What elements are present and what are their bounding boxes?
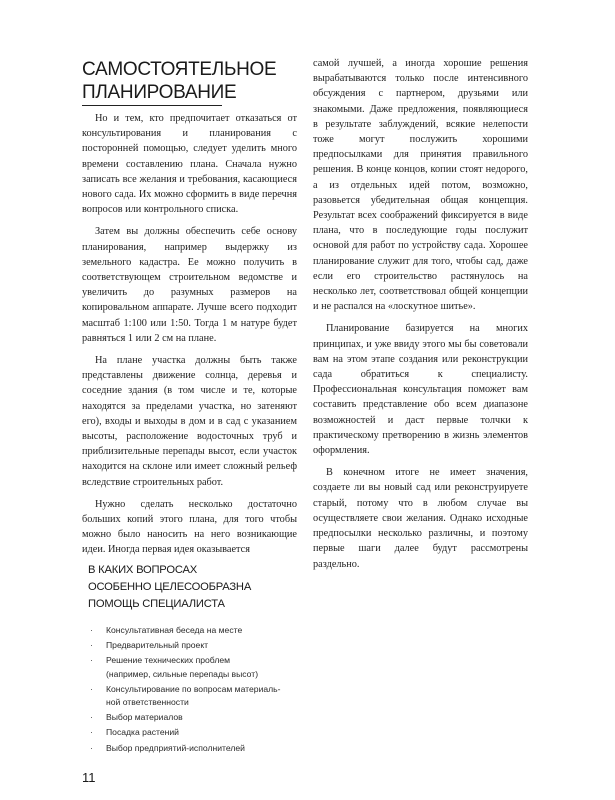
bullet-icon: ·	[90, 683, 93, 694]
bullet-icon: ·	[90, 640, 93, 651]
list-item-text: Посадка растений	[106, 727, 179, 738]
bullet-icon: ·	[90, 712, 93, 723]
list-item-subtext: (например, сильные перепады высот)	[106, 668, 259, 679]
list-item	[90, 742, 310, 755]
list-item-text: Решение технических проблем	[106, 655, 231, 666]
list-item-text: Выбор предприятий-исполнителей	[106, 742, 245, 753]
list-item	[90, 683, 310, 709]
list-item	[90, 624, 310, 637]
heading-underline	[82, 105, 222, 106]
paragraph: Затем вы должны обеспечить себе основу планирования, например выдержку из земельного кадастра. Ее можно получить в соответствующем строительном ведомстве и увеличить до разумных размеров на копировальном аппарате. Лучше всего подходит масштаб 1:100 или 1:50. Тогда 1 м натуре будет равняться 1 или 2 см на плане.	[82, 226, 297, 344]
help-topics-list	[90, 624, 310, 757]
bullet-icon: ·	[90, 727, 93, 738]
paragraph: В конечном итоге не имеет значения, создаете ли вы новый сад или реконструируете старый, потому что в любом случае вы осуществляете свои желания. Однако исходные предпосылки несколько различны, и поэтому первые шаги далее будут рассмотрены раздельно.	[313, 467, 528, 570]
page-number: 11	[82, 770, 96, 785]
list-item	[90, 639, 310, 652]
list-item-text: Предварительный проект	[106, 640, 209, 651]
sidebar-title-line-2: ОСОБЕННО ЦЕЛЕСООБРАЗНА	[88, 581, 252, 593]
heading-line-2: ПЛАНИРОВАНИЕ	[82, 82, 237, 103]
list-item	[90, 711, 310, 724]
paragraph: Планирование базируется на многих принципах, и уже ввиду этого мы бы советовали вам на этом этапе создания или реконструкции сада обратиться к специалисту. Профессиональная консультация поможет вам составить представление обо всем диапазоне возможностей и даст первые толчки к практическому претворению в жизнь элементов оформления.	[313, 323, 528, 457]
sidebar-title	[88, 562, 318, 613]
list-item	[90, 726, 310, 739]
paragraph: Нужно сделать несколько достаточно больших копий этого плана, для того чтобы можно было наносить на него возникающие идеи. Иногда первая идея оказывается	[82, 498, 297, 556]
list-item-subtext: ной ответственности	[106, 697, 189, 708]
bullet-icon: ·	[90, 625, 93, 635]
paragraph: На плане участка должны быть также представлены движение солнца, деревья и соседние здания (в том числе и те, которые находятся за пределами участка, но затеняют его), входы и выходы в дом и в сад с указанием высоты, расположение водосточных труб и приблизительные перепады высот, если участок находится на склоне или имеет сложный рельеф вследствие строительных работ.	[82, 355, 297, 488]
paragraph: Но и тем, кто предпочитает отказаться от консультирования и планирования с посторонней помощью, следует уделить много времени составлению плана. Сначала нужно записать все желания и требования, касающиеся нового сада. Их можно сформить в виде перечня вопросов или контрольного списка.	[82, 113, 297, 216]
left-text-column	[82, 111, 297, 565]
list-item-text: Выбор материалов	[106, 712, 183, 723]
bullet-icon: ·	[90, 655, 93, 666]
paragraph: самой лучшей, а иногда хорошие решения вырабатываются только после интенсивного обсуждения с партнером, друзьями или знакомыми. Даже предложения, появляющиеся в результате заблуждений, всякие нелепости тоже могут послужить хорошими предпосылками для принятия правильного решения. В конце концов, копии стоят недорого, а из отдельных идей потом, возможно, разовьется убедительная общая концепция. Результат всех соображений фиксируется в виде плана, что в последующие годы послужит основой для работ по устройству сада. Хорошее планирование служит для того, чтобы сад, даже если его строительство растянулось на несколько лет, соответствовал общей концепции и не распался на «лоскутное шитье».	[313, 58, 528, 313]
right-text-column	[313, 56, 528, 579]
sidebar-title-line-3: ПОМОЩЬ СПЕЦИАЛИСТА	[88, 598, 225, 610]
list-item	[90, 654, 310, 680]
heading-line-1: САМОСТОЯТЕЛЬНОЕ	[82, 59, 277, 80]
bullet-icon: ·	[90, 742, 93, 753]
sidebar-title-line-1: В КАКИХ ВОПРОСАХ	[88, 564, 197, 576]
list-item-text: Консультирование по вопросам материаль-	[106, 683, 281, 694]
list-item-text: Консультативная беседа на месте	[106, 625, 243, 635]
section-heading	[82, 58, 282, 104]
